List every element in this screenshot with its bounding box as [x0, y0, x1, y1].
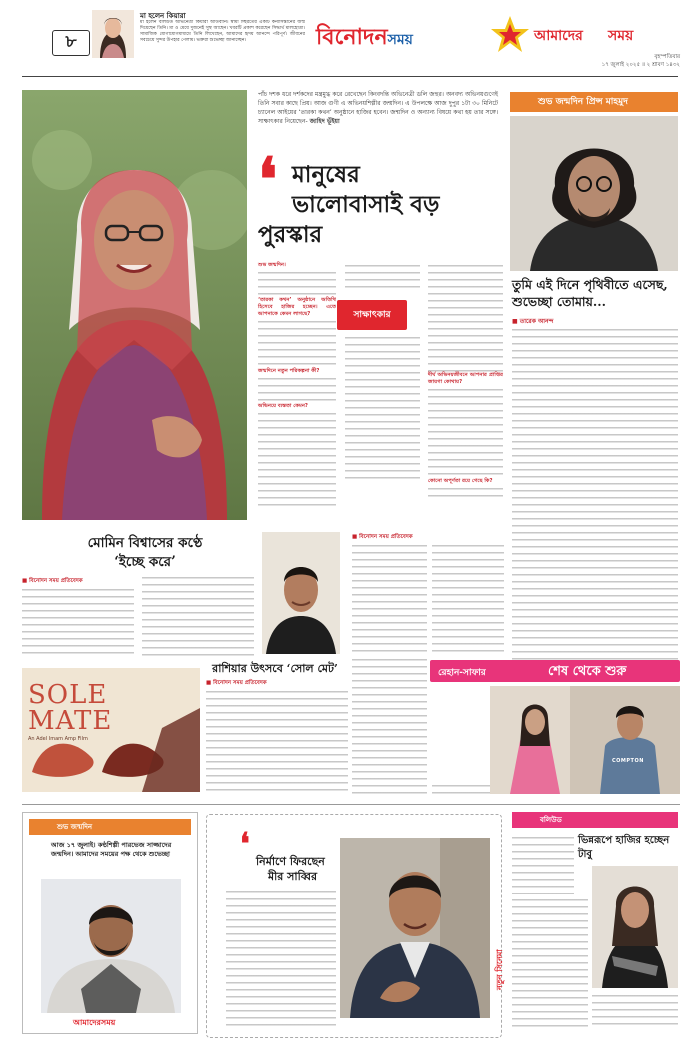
rehan-safa-photo	[490, 686, 680, 794]
interview-intro-text: পাঁচ দশক ধরে দর্শকদের মন্ত্রমুগ্ধ করে রেখেছেন কিংবদন্তি অভিনেত্রী ডলি জহুর। অনবদ্য অভিনয়গুণেই তিনি সবার কাছে প্রিয়। আজ গুণী এ অভিনয়শিল্পীর জন্মদিন। এ উপলক্ষে আজ দুপুর ১টা ৩০ মিনিটে চ্যানেল আইয়ের ‘তারকা কথন’ অনুষ্ঠানে হাজির হবেন। জন্মদিন ও অন্যান্য বিষয়ে কথা হয় তার সঙ্গে। সাক্ষাৎকার নিয়েছেন-	[258, 91, 498, 125]
interview-byline: জাহিদ ভূঁইয়া	[309, 118, 340, 125]
momin-photo	[262, 532, 340, 654]
interview-q2: ‘তারকা কথন’ অনুষ্ঠানে অতিথি হিসেবে হাজির হচ্ছেন। এতে আপনাকে কেমন লাগছে?	[258, 297, 336, 317]
issue-day: বৃহস্পতিবার	[654, 54, 680, 60]
prince-byline: ■ তারেক আনন্দ	[512, 318, 554, 325]
section-logo	[316, 20, 476, 54]
interview-title	[258, 160, 502, 250]
prince-mahmud-photo	[510, 116, 678, 271]
sole-mate-poster	[22, 668, 200, 792]
parvez-photo	[41, 879, 181, 1013]
interview-title-line1: মানুষের	[292, 161, 360, 188]
interview-tag: সাক্ষাৎকার	[337, 300, 407, 330]
momin-text-col1	[22, 586, 134, 658]
interview-a4	[258, 410, 336, 510]
russia-title: রাশিয়ার উৎসবে ‘সোল মেট’	[212, 662, 338, 675]
interview-a1	[258, 269, 336, 297]
tabu-text-top	[512, 834, 574, 894]
kiara-thumbnail	[92, 10, 134, 58]
interview-column-3	[428, 262, 503, 520]
rehan-title	[430, 660, 680, 682]
mir-text	[226, 888, 336, 1028]
sole-mate-poster-title: SOLE MATE	[28, 680, 113, 736]
mir-title-b: মীর সাব্বির	[268, 870, 318, 883]
tabu-text-col	[512, 896, 588, 1030]
interview-col2-text-a	[345, 262, 420, 292]
birthday-text: আজ ১৭ জুলাই। কণ্ঠশিল্পী পারভেজ সাজ্জাদের জন্মদিন। আমাদের সময়ের পক্ষ থেকে শুভেচ্ছা	[51, 841, 172, 858]
momin-text-col2	[142, 574, 254, 658]
interview-a3	[258, 375, 336, 403]
momin-title-a: মোমিন বিশ্বাসের কণ্ঠে	[87, 535, 203, 551]
rehan-text-col3	[352, 656, 427, 796]
sole-mate-poster-sub: An Adel Imam Amp Film	[28, 736, 88, 742]
interview-col3-text-a	[428, 262, 503, 372]
tabu-photo	[592, 866, 678, 988]
paper-logo	[490, 14, 680, 54]
section-logo-suffix: সময়	[387, 32, 413, 48]
section-logo-main: বিনোদন	[316, 24, 388, 50]
rehan-text-col1	[352, 542, 427, 654]
paper-logo-a: আমাদের	[534, 28, 583, 44]
mir-side-label: নতুন সিনেমা	[495, 949, 504, 990]
mir-quote-mark: ❛	[240, 827, 250, 862]
momin-title-b: ‘ইচ্ছে করে’	[114, 554, 176, 570]
birthday-banner: শুভ জন্মদিন	[29, 819, 191, 835]
bollywood-banner: বলিউড	[512, 812, 678, 828]
interview-q1: শুভ জন্মদিন।	[258, 262, 286, 268]
tabu-title: ভিন্নরূপে হাজির হচ্ছেন টাবু	[578, 835, 670, 860]
birthday-footer-logo: আমাদেরসময়	[73, 1018, 116, 1027]
momin-title	[40, 534, 250, 572]
interview-col3-text-b	[428, 386, 503, 478]
dolly-zahur-photo	[22, 90, 247, 520]
page-number: ৮	[52, 30, 90, 56]
kiara-portrait-icon	[92, 10, 134, 58]
interview-col3-text-c	[428, 485, 503, 499]
interview-q5: দীর্ঘ অভিনয়জীবনে আপনার প্রাপ্তির জায়গা কোথায়?	[428, 372, 503, 385]
star-logo-icon	[490, 14, 530, 54]
interview-a2	[258, 318, 336, 368]
rehan-title-b: শেষ থেকে শুরু	[548, 664, 627, 679]
issue-date: ১৭ জুলাই ২০২৫ ॥ ২ শ্রাবণ ১৪৩২	[601, 62, 680, 68]
prince-mahmud-portrait-icon	[510, 116, 678, 271]
tabu-text-bottom	[592, 992, 678, 1030]
rehan-text-col2	[432, 542, 504, 654]
kiara-teaser-text: মা হলেন বলিউড অভিনেত্রী কিয়ারা আডবানি। স্বামী চ্ছিরতের একটি কন্যাসন্তানের জন্ম দিয়েছেন তিনি। মা ও মেয়ে দুজনেই সুস্থ আছেন। খবরটি প্রকাশ করেছেন সিদ্ধার্থ মালহোত্রা। সামাজিক যোগাযোগমাধ্যমে তিনি লিখেছেন, আমাদের হৃদয় আনন্দে পরিপূর্ণ। জীবনের সবচেয়ে সুন্দর উপহার পেলাম। ভক্তরা শুভেচ্ছা জানাচ্ছেন।	[140, 20, 305, 43]
rehan-safa-still-icon	[490, 686, 680, 794]
interview-title-line2: ভালোবাসাই বড়	[292, 191, 440, 218]
momin-reporter: ■ বিনোদন সময় প্রতিবেদক	[22, 578, 83, 584]
interview-q3: জন্মদিনে নতুন পরিকল্পনা কী?	[258, 368, 320, 374]
interview-column-2	[345, 262, 420, 520]
interview-q4: অভিনয়ে ব্যস্ততা কেমন?	[258, 403, 308, 409]
interview-column-1	[258, 262, 336, 520]
prince-title: তুমি এই দিনে পৃথিবীতে এসেছ, শুভেচ্ছা তোমায়...	[512, 277, 668, 309]
interview-intro	[258, 90, 498, 162]
russia-text	[206, 688, 348, 794]
kiara-teaser-title: মা হলেন কিয়ারা	[140, 12, 186, 20]
mir-title-a: নির্মাণে ফিরছেন	[256, 855, 325, 868]
rehan-reporter: ■ বিনোদন সময় প্রতিবেদক	[352, 534, 413, 540]
interview-title-line3: পুরস্কার	[258, 221, 323, 248]
russia-reporter: ■ বিনোদন সময় প্রতিবেদক	[206, 680, 267, 686]
rehan-shirt-text: COMPTON	[612, 758, 644, 764]
tabu-portrait-icon	[592, 866, 678, 988]
paper-logo-b: সময়	[608, 28, 634, 44]
interview-q6: কোনো অপূর্ণতা রয়ে গেছে কি?	[428, 478, 493, 484]
header-rule	[22, 76, 678, 77]
interview-col2-text-b	[345, 334, 420, 484]
birthday-card	[22, 812, 198, 1034]
quote-mark: ❛	[258, 145, 278, 215]
momin-portrait-icon	[262, 532, 340, 654]
prince-article-text	[512, 326, 678, 660]
dolly-zahur-portrait-icon	[22, 90, 247, 520]
prince-banner: শুভ জন্মদিন প্রিন্স মাহমুদ	[510, 92, 678, 112]
mir-sabbir-photo	[340, 838, 490, 1018]
rehan-title-a: রেহান-সাফার	[438, 668, 486, 678]
mid-rule	[22, 804, 680, 805]
mir-sabbir-portrait-icon	[340, 838, 490, 1018]
parvez-portrait-icon	[41, 879, 181, 1013]
